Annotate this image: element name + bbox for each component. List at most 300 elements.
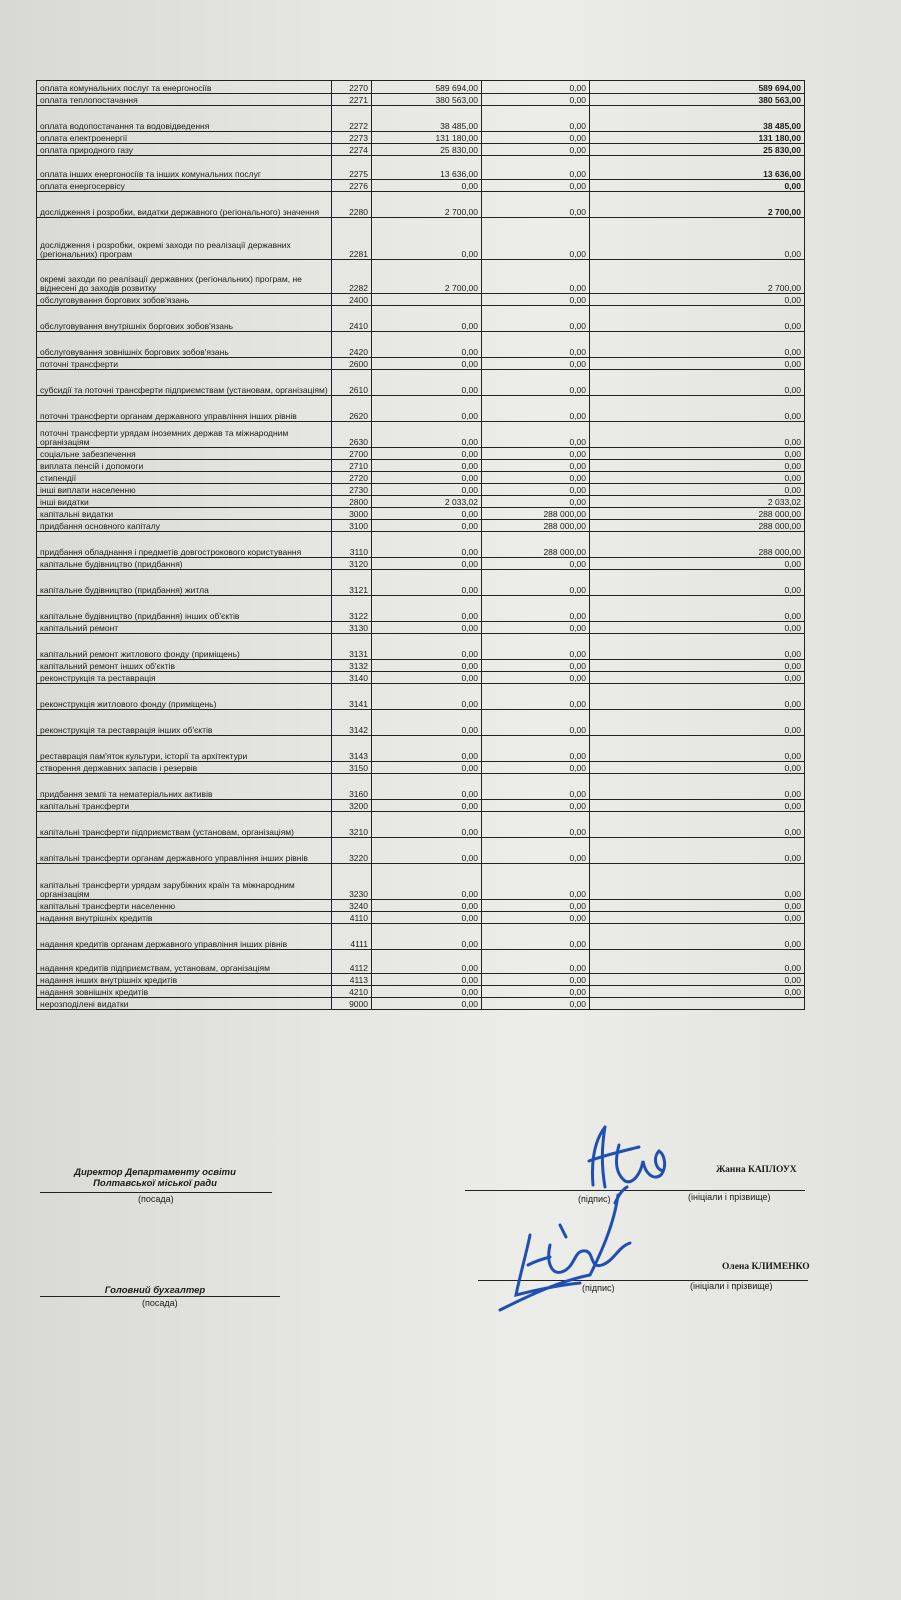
row-value-3: 288 000,00 [590,520,805,532]
expenditure-table-body [37,81,805,1010]
row-code: 4110 [332,912,372,924]
table-row [37,800,805,812]
director-post-line [40,1192,272,1193]
row-value-1: 25 830,00 [372,144,482,156]
row-name: інші виплати населенню [37,484,332,496]
row-code: 3150 [332,762,372,774]
row-code: 2270 [332,81,372,94]
table-row [37,94,805,106]
accountant-signature-caption: (підпис) [582,1283,615,1293]
row-value-1: 0,00 [372,370,482,396]
row-value-1: 0,00 [372,306,482,332]
row-value-2: 0,00 [482,144,590,156]
row-name: надання кредитів органам державного управління інших рівнів [37,924,332,950]
row-value-1: 0,00 [372,672,482,684]
accountant-post: Головний бухгалтер [104,1285,206,1296]
row-value-2: 0,00 [482,156,590,180]
row-value-2: 0,00 [482,950,590,974]
row-value-2: 0,00 [482,838,590,864]
row-value-1: 0,00 [372,812,482,838]
row-name: капітальне будівництво (придбання) житла [37,570,332,596]
row-value-1: 13 636,00 [372,156,482,180]
table-row [37,986,805,998]
row-value-3: 589 694,00 [590,81,805,94]
row-name: стипендії [37,472,332,484]
row-value-3: 380 563,00 [590,94,805,106]
row-name: поточні трансферти урядам іноземних держав та міжнародним організаціям [37,422,332,448]
row-value-3: 0,00 [590,370,805,396]
row-name: капітальні трансферти підприємствам (установам, організаціям) [37,812,332,838]
row-name: надання інших внутрішніх кредитів [37,974,332,986]
row-value-2: 0,00 [482,422,590,448]
row-name: обслуговування зовнішніх боргових зобов'язань [37,332,332,358]
row-code: 2273 [332,132,372,144]
row-name: обслуговування боргових зобов'язань [37,294,332,306]
row-value-1: 0,00 [372,596,482,622]
table-row [37,912,805,924]
row-code: 4111 [332,924,372,950]
row-code: 9000 [332,998,372,1010]
row-name: інші видатки [37,496,332,508]
table-row [37,672,805,684]
row-value-2: 0,00 [482,370,590,396]
row-code: 3230 [332,864,372,900]
accountant-name: Олена КЛИМЕНКО [722,1262,810,1272]
row-value-2: 0,00 [482,448,590,460]
row-code: 2720 [332,472,372,484]
director-post [40,1167,270,1189]
row-value-2: 0,00 [482,106,590,132]
row-value-2: 0,00 [482,672,590,684]
table-row [37,520,805,532]
row-value-1: 589 694,00 [372,81,482,94]
table-row [37,710,805,736]
row-value-1: 0,00 [372,864,482,900]
row-value-2: 0,00 [482,570,590,596]
row-value-1: 0,00 [372,508,482,520]
row-value-3: 0,00 [590,622,805,634]
row-value-2: 0,00 [482,998,590,1010]
row-value-2: 0,00 [482,484,590,496]
table-row [37,422,805,448]
row-code: 2610 [332,370,372,396]
row-value-1: 0,00 [372,986,482,998]
table-row [37,180,805,192]
row-value-2: 0,00 [482,306,590,332]
row-value-1: 0,00 [372,838,482,864]
row-value-3: 0,00 [590,180,805,192]
row-value-3: 0,00 [590,634,805,660]
row-value-3: 0,00 [590,558,805,570]
row-value-1: 0,00 [372,800,482,812]
table-row [37,508,805,520]
row-value-3: 131 180,00 [590,132,805,144]
row-value-1: 0,00 [372,358,482,370]
row-value-1: 0,00 [372,422,482,448]
row-value-3: 0,00 [590,332,805,358]
row-value-2: 0,00 [482,710,590,736]
row-value-2: 0,00 [482,974,590,986]
accountant-name-caption: (ініціали і прізвище) [690,1281,773,1291]
director-post-line2: Полтавської міської ради [93,1178,217,1189]
table-row [37,132,805,144]
row-name: капітальний ремонт житлового фонду (приміщень) [37,634,332,660]
row-value-2: 0,00 [482,94,590,106]
row-value-3: 0,00 [590,864,805,900]
row-value-1: 0,00 [372,774,482,800]
table-row [37,332,805,358]
table-row [37,634,805,660]
row-value-2: 0,00 [482,81,590,94]
accountant-post-line [40,1296,280,1297]
row-code: 2620 [332,396,372,422]
row-name: оплата природного газу [37,144,332,156]
table-row [37,472,805,484]
row-value-2: 0,00 [482,900,590,912]
row-value-2: 0,00 [482,358,590,370]
table-row [37,260,805,294]
row-value-1: 380 563,00 [372,94,482,106]
table-row [37,660,805,672]
row-value-2: 0,00 [482,192,590,218]
row-name: надання кредитів підприємствам, установам, організаціям [37,950,332,974]
row-value-3: 0,00 [590,570,805,596]
row-value-3: 0,00 [590,710,805,736]
row-name: капітальне будівництво (придбання) [37,558,332,570]
row-value-2: 0,00 [482,294,590,306]
row-name: дослідження і розробки, окремі заходи по реалізації державних (регіональних) програм [37,218,332,260]
row-name: капітальне будівництво (придбання) інших об'єктів [37,596,332,622]
row-value-2: 0,00 [482,132,590,144]
row-code: 3240 [332,900,372,912]
row-code: 3121 [332,570,372,596]
row-code: 3200 [332,800,372,812]
row-value-2: 288 000,00 [482,508,590,520]
row-value-3: 0,00 [590,912,805,924]
row-code: 3110 [332,532,372,558]
table-row [37,812,805,838]
row-value-2: 0,00 [482,218,590,260]
row-code: 3000 [332,508,372,520]
table-row [37,460,805,472]
row-value-3: 0,00 [590,838,805,864]
table-row [37,144,805,156]
row-value-1: 2 700,00 [372,260,482,294]
row-code: 2274 [332,144,372,156]
row-value-3: 0,00 [590,472,805,484]
row-value-1: 0,00 [372,472,482,484]
row-name: надання внутрішніх кредитів [37,912,332,924]
row-value-1: 0,00 [372,332,482,358]
row-code: 3140 [332,672,372,684]
row-code: 3142 [332,710,372,736]
row-name: обслуговування внутрішніх боргових зобов'язань [37,306,332,332]
table-row [37,218,805,260]
row-code: 3141 [332,684,372,710]
row-value-1: 2 700,00 [372,192,482,218]
row-value-3: 0,00 [590,800,805,812]
row-value-2: 0,00 [482,596,590,622]
row-value-1: 0,00 [372,218,482,260]
table-row [37,370,805,396]
row-name: капітальні видатки [37,508,332,520]
row-value-1: 0,00 [372,974,482,986]
row-name: поточні трансферти [37,358,332,370]
row-value-2: 0,00 [482,496,590,508]
row-value-3: 2 700,00 [590,192,805,218]
row-value-3: 0,00 [590,986,805,998]
row-code: 4210 [332,986,372,998]
row-code: 2420 [332,332,372,358]
table-row [37,622,805,634]
row-value-1: 2 033,02 [372,496,482,508]
row-value-1: 0,00 [372,710,482,736]
director-post-line1: Директор Департаменту освіти [74,1167,236,1178]
accountant-signature [490,1185,650,1315]
row-code: 2281 [332,218,372,260]
expenditure-table [36,80,805,1010]
row-value-3: 2 033,02 [590,496,805,508]
row-value-3: 0,00 [590,950,805,974]
row-value-3: 0,00 [590,812,805,838]
row-value-1: 0,00 [372,180,482,192]
row-name: поточні трансферти органам державного управління інших рівнів [37,396,332,422]
table-row [37,294,805,306]
table-row [37,900,805,912]
row-name: субсидії та поточні трансферти підприємствам (установам, організаціям) [37,370,332,396]
table-row [37,774,805,800]
table-row [37,998,805,1010]
row-value-1: 0,00 [372,396,482,422]
row-value-2: 0,00 [482,660,590,672]
table-row [37,736,805,762]
row-value-3: 0,00 [590,762,805,774]
row-value-2: 0,00 [482,812,590,838]
row-value-2: 288 000,00 [482,520,590,532]
row-code: 2630 [332,422,372,448]
director-post-caption: (посада) [138,1194,174,1204]
row-code: 2600 [332,358,372,370]
row-name: реконструкція житлового фонду (приміщень) [37,684,332,710]
director-signature-caption: (підпис) [578,1194,611,1204]
table-row [37,484,805,496]
row-code: 3100 [332,520,372,532]
table-row [37,448,805,460]
row-value-1: 0,00 [372,736,482,762]
row-value-1: 0,00 [372,520,482,532]
director-name-caption: (ініціали і прізвище) [688,1192,771,1202]
row-name: соціальне забезпечення [37,448,332,460]
row-value-3: 0,00 [590,358,805,370]
row-value-2: 0,00 [482,180,590,192]
row-value-2: 0,00 [482,558,590,570]
table-row [37,306,805,332]
row-code: 2710 [332,460,372,472]
row-code: 2282 [332,260,372,294]
table-row [37,762,805,774]
row-name: придбання обладнання і предметів довгострокового користування [37,532,332,558]
row-name: капітальний ремонт [37,622,332,634]
row-value-2: 0,00 [482,332,590,358]
row-value-1: 0,00 [372,448,482,460]
row-code: 2410 [332,306,372,332]
row-value-2: 0,00 [482,622,590,634]
table-row [37,558,805,570]
row-name: капітальні трансферти населенню [37,900,332,912]
row-value-1: 131 180,00 [372,132,482,144]
row-value-3: 13 636,00 [590,156,805,180]
table-row [37,496,805,508]
row-value-3: 0,00 [590,306,805,332]
table-row [37,532,805,558]
row-value-3: 0,00 [590,396,805,422]
row-value-3: 0,00 [590,924,805,950]
row-name: виплата пенсій і допомоги [37,460,332,472]
row-code: 2400 [332,294,372,306]
table-row [37,950,805,974]
row-value-3: 0,00 [590,774,805,800]
row-value-1: 0,00 [372,684,482,710]
row-value-2: 0,00 [482,460,590,472]
table-row [37,838,805,864]
row-value-1: 0,00 [372,622,482,634]
row-value-2: 0,00 [482,762,590,774]
row-value-3: 38 485,00 [590,106,805,132]
row-name: капітальний ремонт інших об'єктів [37,660,332,672]
row-name: нерозподілені видатки [37,998,332,1010]
row-code: 2275 [332,156,372,180]
table-row [37,156,805,180]
director-name: Жанна КАПЛОУХ [716,1165,797,1175]
row-name: реставрація пам'яток культури, історії та архітектури [37,736,332,762]
row-value-3: 2 700,00 [590,260,805,294]
row-code: 3122 [332,596,372,622]
row-value-2: 0,00 [482,684,590,710]
row-value-3: 0,00 [590,684,805,710]
row-code: 2272 [332,106,372,132]
row-name: придбання основного капіталу [37,520,332,532]
row-value-2: 0,00 [482,912,590,924]
accountant-post-caption: (посада) [142,1298,178,1308]
row-code: 4112 [332,950,372,974]
row-name: реконструкція та реставрація [37,672,332,684]
row-value-1: 0,00 [372,532,482,558]
row-code: 3210 [332,812,372,838]
row-value-3: 0,00 [590,900,805,912]
table-row [37,864,805,900]
row-value-1: 0,00 [372,998,482,1010]
row-name: капітальні трансферти органам державного управління інших рівнів [37,838,332,864]
row-value-1: 0,00 [372,950,482,974]
row-code: 3220 [332,838,372,864]
row-value-1: 38 485,00 [372,106,482,132]
row-name: оплата водопостачання та водовідведення [37,106,332,132]
row-value-3: 0,00 [590,460,805,472]
row-value-3: 0,00 [590,294,805,306]
row-value-3: 25 830,00 [590,144,805,156]
row-value-1 [372,294,482,306]
row-value-3: 288 000,00 [590,532,805,558]
table-row [37,358,805,370]
row-code: 2280 [332,192,372,218]
row-value-2: 0,00 [482,396,590,422]
table-row [37,596,805,622]
row-value-1: 0,00 [372,634,482,660]
row-code: 4113 [332,974,372,986]
table-row [37,924,805,950]
row-value-3: 0,00 [590,672,805,684]
table-row [37,396,805,422]
row-value-3: 0,00 [590,484,805,496]
row-name: оплата енергосервісу [37,180,332,192]
row-value-2: 0,00 [482,736,590,762]
row-code: 2700 [332,448,372,460]
row-code: 2800 [332,496,372,508]
table-row [37,106,805,132]
row-name: дослідження і розробки, видатки державного (регіонального) значення [37,192,332,218]
row-code: 3131 [332,634,372,660]
row-value-2: 0,00 [482,634,590,660]
row-value-3: 0,00 [590,422,805,448]
table-row [37,570,805,596]
row-name: капітальні трансферти урядам зарубіжних країн та міжнародним організаціям [37,864,332,900]
row-code: 3160 [332,774,372,800]
table-row [37,974,805,986]
row-value-3: 0,00 [590,660,805,672]
row-value-1: 0,00 [372,912,482,924]
row-name: оплата електроенергії [37,132,332,144]
row-name: реконструкція та реставрація інших об'єктів [37,710,332,736]
row-value-2: 288 000,00 [482,532,590,558]
row-value-2: 0,00 [482,800,590,812]
row-code: 3143 [332,736,372,762]
row-name: надання зовнішніх кредитів [37,986,332,998]
row-value-2: 0,00 [482,986,590,998]
row-code: 3130 [332,622,372,634]
row-value-2: 0,00 [482,924,590,950]
row-name: створення державних запасів і резервів [37,762,332,774]
row-code: 2730 [332,484,372,496]
row-name: окремі заходи по реалізації державних (регіональних) програм, не віднесені до заходів розвитку [37,260,332,294]
row-value-1: 0,00 [372,484,482,496]
row-value-1: 0,00 [372,924,482,950]
row-value-3: 0,00 [590,448,805,460]
row-value-2: 0,00 [482,472,590,484]
row-value-1: 0,00 [372,460,482,472]
table-row [37,192,805,218]
row-name: оплата комунальних послуг та енергоносіїв [37,81,332,94]
table-row [37,81,805,94]
row-code: 3132 [332,660,372,672]
row-value-2: 0,00 [482,774,590,800]
row-value-2: 0,00 [482,864,590,900]
row-code: 2276 [332,180,372,192]
row-value-2: 0,00 [482,260,590,294]
row-value-3: 288 000,00 [590,508,805,520]
row-value-3: 0,00 [590,218,805,260]
row-value-1: 0,00 [372,570,482,596]
row-name: оплата теплопостачання [37,94,332,106]
row-code: 2271 [332,94,372,106]
row-name: придбання землі та нематеріальних активів [37,774,332,800]
row-name: капітальні трансферти [37,800,332,812]
row-value-1: 0,00 [372,900,482,912]
row-value-3 [590,998,805,1010]
table-row [37,684,805,710]
row-value-3: 0,00 [590,736,805,762]
row-value-1: 0,00 [372,558,482,570]
row-code: 3120 [332,558,372,570]
